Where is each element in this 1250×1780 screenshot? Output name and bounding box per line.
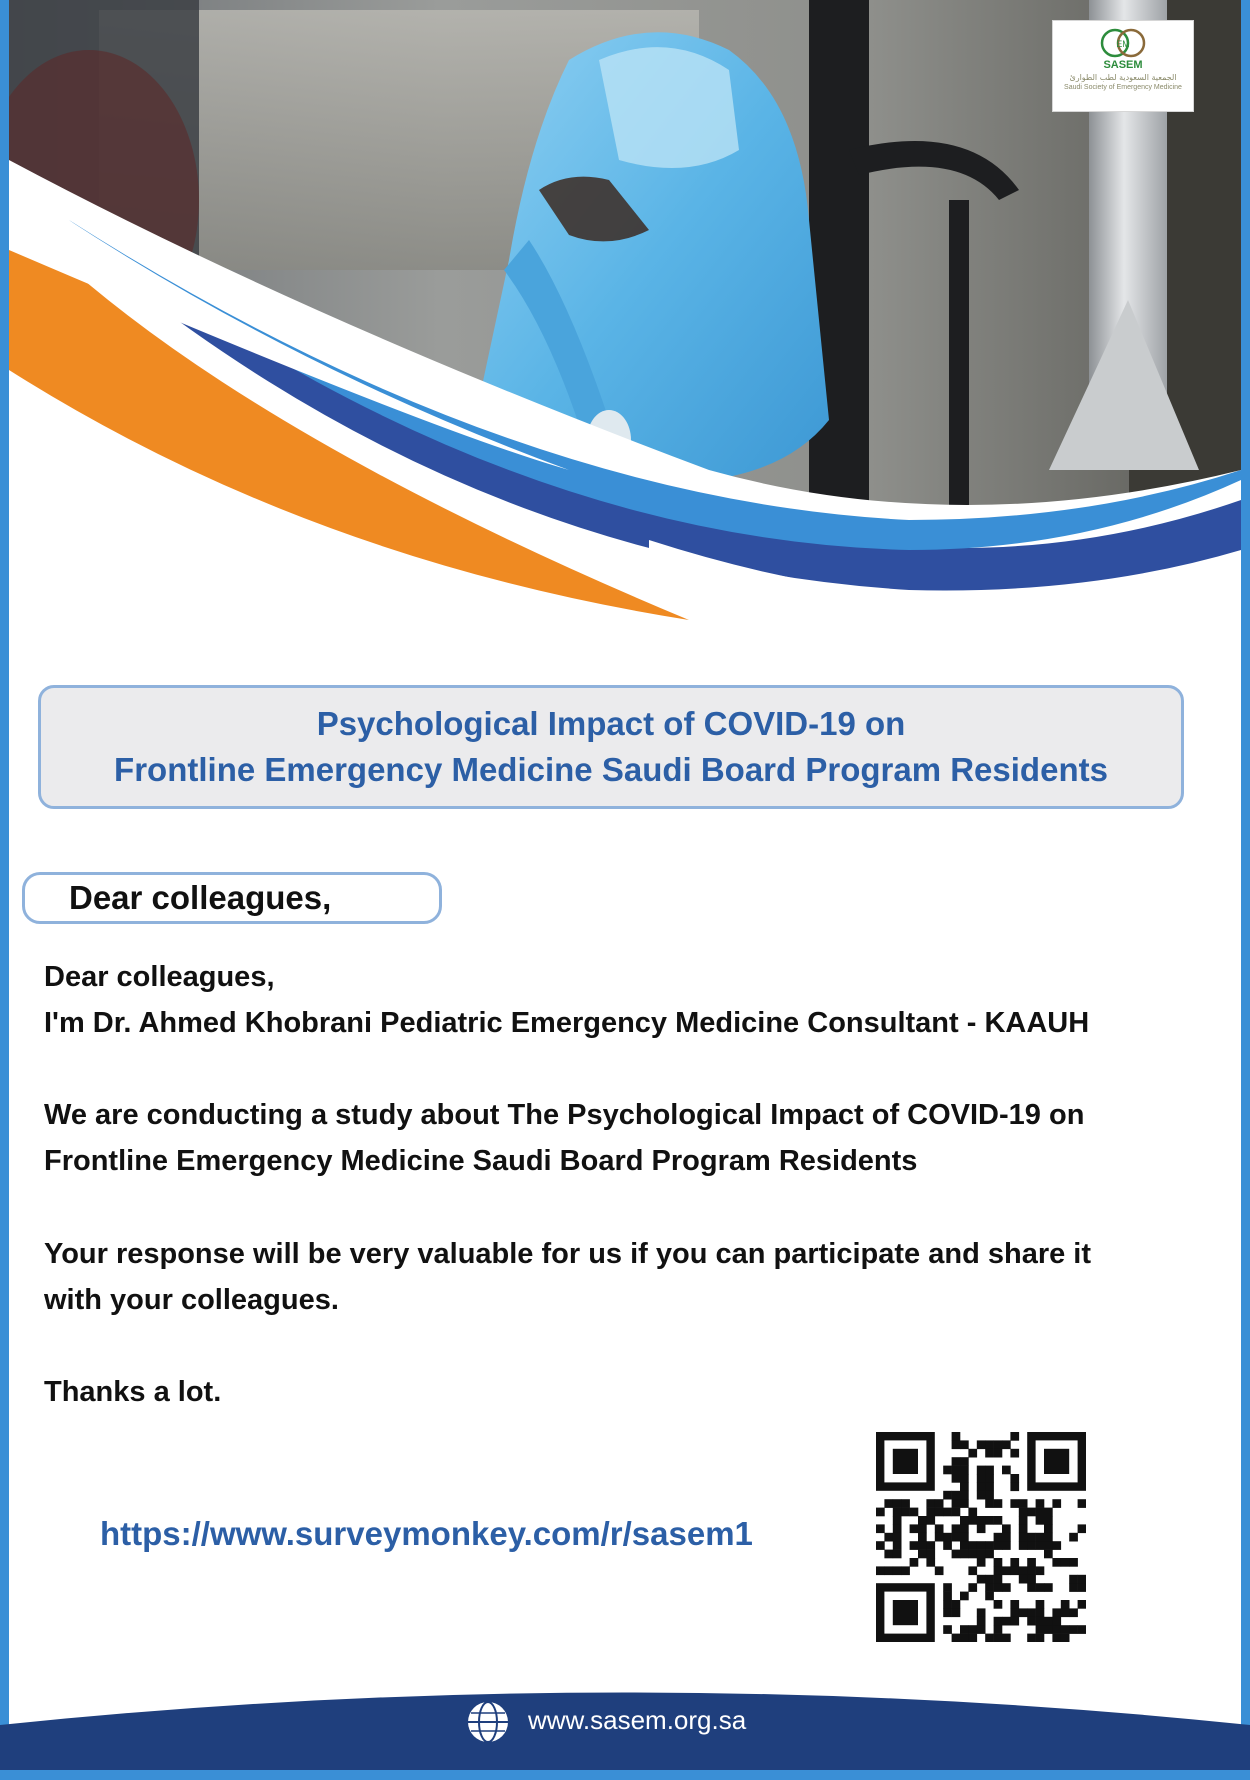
survey-link[interactable]: https://www.surveymonkey.com/r/sasem1 [100, 1515, 753, 1552]
logo-mark-icon [1095, 27, 1151, 59]
qr-code[interactable] [876, 1432, 1086, 1642]
logo-mark-text: EM [1116, 39, 1130, 49]
greeting-pill [22, 872, 442, 924]
request-line-1: Your response will be very valuable for us if you can participate and share it [44, 1238, 1092, 1270]
logo-english-name: Saudi Society of Emergency Medicine [1064, 84, 1182, 91]
title-line-2: Frontline Emergency Medicine Saudi Board Program Residents [114, 751, 1108, 788]
website-link[interactable]: www.sasem.org.sa [528, 1705, 747, 1735]
salutation: Dear colleagues, [44, 961, 275, 993]
globe-icon [466, 1700, 510, 1744]
sasem-logo [1052, 20, 1194, 112]
thanks-line: Thanks a lot. [44, 1376, 222, 1408]
left-border [0, 0, 9, 1780]
request-line-2: with your colleagues. [44, 1284, 339, 1316]
right-border [1241, 0, 1250, 1780]
greeting-heading: Dear colleagues, [69, 879, 332, 916]
logo-arabic-name: الجمعية السعودية لطب الطوارئ [1069, 73, 1177, 82]
title-box [38, 685, 1184, 809]
study-line-2: Frontline Emergency Medicine Saudi Board Program Residents [44, 1145, 918, 1177]
title-line-1: Psychological Impact of COVID-19 on [316, 705, 906, 742]
logo-acronym: SASEM [1103, 59, 1143, 71]
intro-line: I'm Dr. Ahmed Khobrani Pediatric Emergency Medicine Consultant - KAAUH [44, 1007, 1090, 1039]
study-line-1: We are conducting a study about The Psychological Impact of COVID-19 on [44, 1099, 1085, 1131]
